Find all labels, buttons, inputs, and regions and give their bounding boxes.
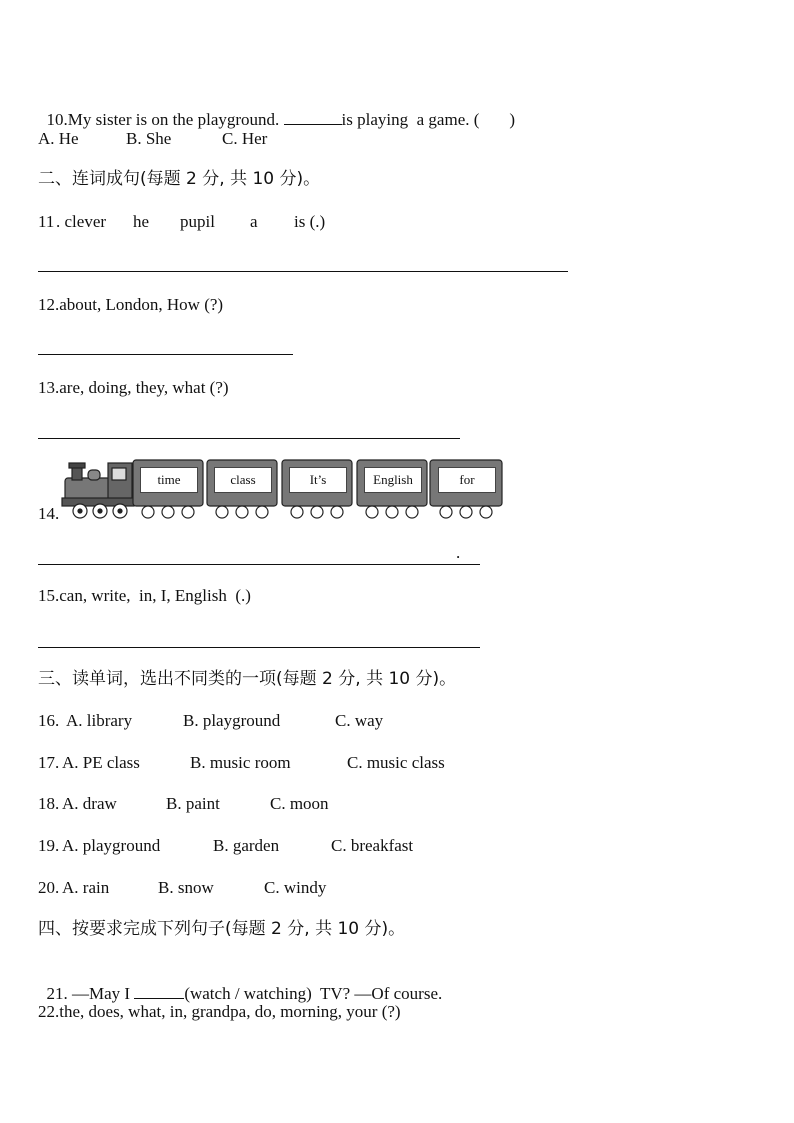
train-word-5[interactable]: for	[438, 467, 496, 493]
train-illustration	[60, 458, 505, 522]
q18-option-a[interactable]: A. draw	[62, 794, 117, 813]
train-word-1[interactable]: time	[140, 467, 198, 493]
q10-answer-blank[interactable]	[284, 108, 342, 125]
question-10	[38, 86, 515, 131]
locomotive	[62, 463, 134, 518]
q11-word-3: pupil	[180, 212, 215, 231]
q21-answer-blank[interactable]	[134, 982, 184, 999]
q16-option-c[interactable]: C. way	[335, 711, 384, 730]
q14-number: 14.	[38, 504, 60, 523]
q11-word-1: . clever	[56, 212, 107, 231]
q17-number: 17.	[38, 753, 60, 772]
question-21	[38, 960, 442, 1005]
question-15: 15.can, write, in, I, English (.)	[38, 586, 251, 605]
question-13: 13.are, doing, they, what (?)	[38, 378, 229, 397]
q18-option-b[interactable]: B. paint	[166, 794, 220, 813]
section-2-title: 二、连词成句(每题 2 分, 共 10 分)。	[38, 169, 321, 189]
q10-option-c[interactable]: C. Her	[222, 129, 268, 148]
q10-suffix: is playing a game. (	[341, 110, 480, 129]
q10-close-paren: )	[509, 110, 516, 129]
q10-prefix: 10.My sister is on the playground.	[46, 110, 284, 129]
q20-option-a[interactable]: A. rain	[62, 878, 110, 897]
q16-number: 16.	[38, 711, 60, 730]
q11-number: 11	[38, 212, 55, 231]
q20-number: 20.	[38, 878, 60, 897]
q19-number: 19.	[38, 836, 60, 855]
q14-answer-line[interactable]	[38, 564, 480, 565]
q19-option-c[interactable]: C. breakfast	[331, 836, 414, 855]
q11-word-2: he	[133, 212, 150, 231]
section-4-title: 四、按要求完成下列句子(每题 2 分, 共 10 分)。	[38, 919, 406, 939]
q17-option-c[interactable]: C. music class	[347, 753, 445, 772]
q19-option-b[interactable]: B. garden	[213, 836, 280, 855]
train-word-4[interactable]: English	[364, 467, 422, 493]
q11-word-4: a	[250, 212, 258, 231]
section-3-title: 三、读单词，选出不同类的一项(每题 2 分, 共 10 分)。	[38, 669, 457, 689]
q18-option-c[interactable]: C. moon	[270, 794, 329, 813]
q18-number: 18.	[38, 794, 60, 813]
q15-answer-line[interactable]	[38, 647, 480, 648]
q17-option-a[interactable]: A. PE class	[62, 753, 140, 772]
q11-answer-line[interactable]	[38, 271, 568, 272]
q12-answer-line[interactable]	[38, 354, 293, 355]
train-word-2[interactable]: class	[214, 467, 272, 493]
q10-option-a[interactable]: A. He	[38, 129, 79, 148]
train-word-3[interactable]: It’s	[289, 467, 347, 493]
q20-option-c[interactable]: C. windy	[264, 878, 327, 897]
q16-option-a[interactable]: A. library	[66, 711, 133, 730]
q16-option-b[interactable]: B. playground	[183, 711, 281, 730]
q20-option-b[interactable]: B. snow	[158, 878, 214, 897]
question-22: 22.the, does, what, in, grandpa, do, morning, your (?)	[38, 1002, 401, 1021]
q11-word-5: is (.)	[294, 212, 326, 231]
q21-suffix: (watch / watching) TV? —Of course.	[184, 984, 443, 1003]
q14-end-mark: .	[456, 543, 461, 562]
q10-option-b[interactable]: B. She	[126, 129, 172, 148]
q21-prefix: 21. —May I	[46, 984, 135, 1003]
q17-option-b[interactable]: B. music room	[190, 753, 291, 772]
q19-option-a[interactable]: A. playground	[62, 836, 161, 855]
q13-answer-line[interactable]	[38, 438, 460, 439]
question-12: 12.about, London, How (?)	[38, 295, 224, 314]
